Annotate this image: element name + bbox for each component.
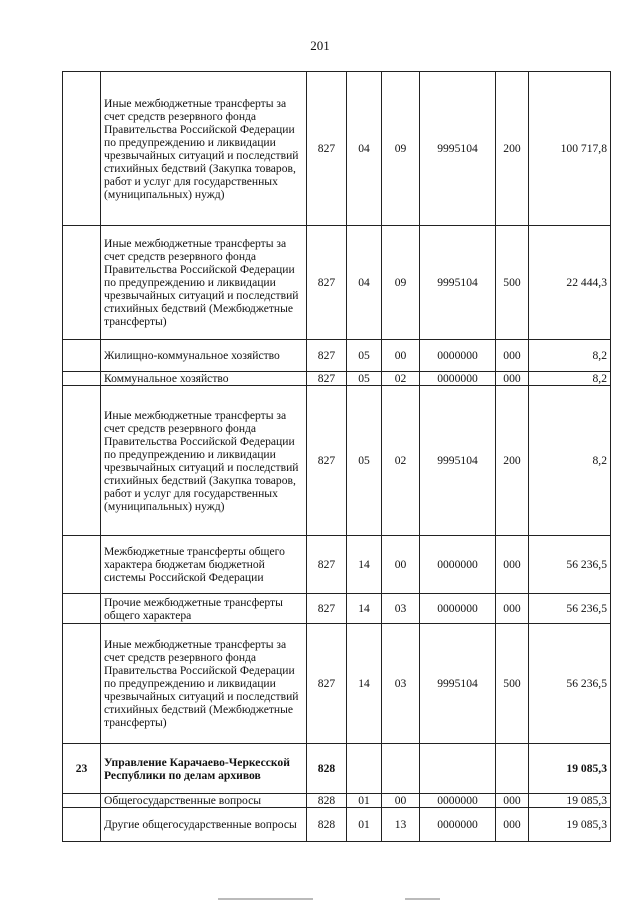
expense-type-code-cell: 000 <box>496 794 529 808</box>
subsection-code-cell: 03 <box>382 594 420 624</box>
row-index-cell <box>63 536 101 594</box>
item-name-cell: Общегосударственные вопросы <box>101 794 307 808</box>
scan-artifact <box>218 898 313 900</box>
table-row <box>63 808 611 842</box>
subsection-code-cell: 00 <box>382 340 420 372</box>
section-code-cell: 04 <box>347 72 382 226</box>
row-index-cell <box>63 72 101 226</box>
expense-type-code-cell <box>496 744 529 794</box>
section-code-cell: 04 <box>347 226 382 340</box>
budget-table <box>62 71 611 842</box>
target-article-code-cell: 0000000 <box>420 808 496 842</box>
item-name-cell: Межбюджетные трансферты общего характера бюджетам бюджетной системы Российской Федерации <box>101 536 307 594</box>
amount-cell: 22 444,3 <box>529 226 611 340</box>
grbs-code-cell: 827 <box>307 226 347 340</box>
target-article-code-cell: 0000000 <box>420 340 496 372</box>
subsection-code-cell: 00 <box>382 794 420 808</box>
section-code-cell <box>347 744 382 794</box>
row-index-cell: 23 <box>63 744 101 794</box>
grbs-code-cell: 827 <box>307 536 347 594</box>
target-article-code-cell: 0000000 <box>420 594 496 624</box>
expense-type-code-cell: 000 <box>496 372 529 386</box>
section-code-cell: 01 <box>347 808 382 842</box>
item-name-cell: Иные межбюджетные трансферты за счет средств резервного фонда Правительства Российской Федерации по предупреждению и ликвидации чрезвычайных ситуаций и последствий стихийных бедствий (Закупка товаров, работ и услуг для государственных (муниципальных) нужд) <box>101 72 307 226</box>
item-name-cell: Иные межбюджетные трансферты за счет средств резервного фонда Правительства Российской Федерации по предупреждению и ликвидации чрезвычайных ситуаций и последствий стихийных бедствий (Закупка товаров, работ и услуг для государственных (муниципальных) нужд) <box>101 386 307 536</box>
expense-type-code-cell: 000 <box>496 536 529 594</box>
target-article-code-cell: 9995104 <box>420 624 496 744</box>
target-article-code-cell: 0000000 <box>420 794 496 808</box>
subsection-code-cell: 02 <box>382 386 420 536</box>
table-row <box>63 594 611 624</box>
expense-type-code-cell: 000 <box>496 594 529 624</box>
table-row <box>63 226 611 340</box>
item-name-cell: Иные межбюджетные трансферты за счет средств резервного фонда Правительства Российской Федерации по предупреждению и ликвидации чрезвычайных ситуаций и последствий стихийных бедствий (Межбюджетные трансферты) <box>101 624 307 744</box>
expense-type-code-cell: 200 <box>496 386 529 536</box>
amount-cell: 19 085,3 <box>529 808 611 842</box>
scan-artifact <box>405 898 440 900</box>
table-row <box>63 72 611 226</box>
row-index-cell <box>63 226 101 340</box>
subsection-code-cell: 00 <box>382 536 420 594</box>
table-row <box>63 794 611 808</box>
grbs-code-cell: 827 <box>307 72 347 226</box>
item-name-cell: Управление Карачаево-Черкесской Республики по делам архивов <box>101 744 307 794</box>
expense-type-code-cell: 000 <box>496 808 529 842</box>
subsection-code-cell <box>382 744 420 794</box>
grbs-code-cell: 827 <box>307 372 347 386</box>
section-code-cell: 14 <box>347 536 382 594</box>
amount-cell: 56 236,5 <box>529 624 611 744</box>
subsection-code-cell: 13 <box>382 808 420 842</box>
grbs-code-cell: 828 <box>307 744 347 794</box>
row-index-cell <box>63 340 101 372</box>
expense-type-code-cell: 500 <box>496 624 529 744</box>
section-code-cell: 05 <box>347 372 382 386</box>
target-article-code-cell <box>420 744 496 794</box>
amount-cell: 8,2 <box>529 372 611 386</box>
amount-cell: 56 236,5 <box>529 536 611 594</box>
item-name-cell: Коммунальное хозяйство <box>101 372 307 386</box>
target-article-code-cell: 9995104 <box>420 226 496 340</box>
amount-cell: 100 717,8 <box>529 72 611 226</box>
table-row <box>63 536 611 594</box>
section-code-cell: 05 <box>347 386 382 536</box>
grbs-code-cell: 827 <box>307 624 347 744</box>
grbs-code-cell: 828 <box>307 794 347 808</box>
expense-type-code-cell: 000 <box>496 340 529 372</box>
section-code-cell: 05 <box>347 340 382 372</box>
target-article-code-cell: 0000000 <box>420 536 496 594</box>
item-name-cell: Жилищно-коммунальное хозяйство <box>101 340 307 372</box>
grbs-code-cell: 827 <box>307 340 347 372</box>
grbs-code-cell: 827 <box>307 386 347 536</box>
amount-cell: 19 085,3 <box>529 794 611 808</box>
table-row <box>63 624 611 744</box>
section-code-cell: 14 <box>347 624 382 744</box>
grbs-code-cell: 827 <box>307 594 347 624</box>
expense-type-code-cell: 200 <box>496 72 529 226</box>
row-index-cell <box>63 808 101 842</box>
expense-type-code-cell: 500 <box>496 226 529 340</box>
table-row <box>63 340 611 372</box>
target-article-code-cell: 0000000 <box>420 372 496 386</box>
subsection-code-cell: 09 <box>382 226 420 340</box>
table-row <box>63 386 611 536</box>
table-row <box>63 372 611 386</box>
page-number: 201 <box>310 38 330 53</box>
subsection-code-cell: 03 <box>382 624 420 744</box>
row-index-cell <box>63 624 101 744</box>
item-name-cell: Другие общегосударственные вопросы <box>101 808 307 842</box>
row-index-cell <box>63 386 101 536</box>
amount-cell: 8,2 <box>529 340 611 372</box>
section-code-cell: 14 <box>347 594 382 624</box>
row-index-cell <box>63 794 101 808</box>
amount-cell: 56 236,5 <box>529 594 611 624</box>
subsection-code-cell: 02 <box>382 372 420 386</box>
subsection-code-cell: 09 <box>382 72 420 226</box>
grbs-code-cell: 828 <box>307 808 347 842</box>
row-index-cell <box>63 594 101 624</box>
item-name-cell: Прочие межбюджетные трансферты общего характера <box>101 594 307 624</box>
section-code-cell: 01 <box>347 794 382 808</box>
item-name-cell: Иные межбюджетные трансферты за счет средств резервного фонда Правительства Российской Федерации по предупреждению и ликвидации чрезвычайных ситуаций и последствий стихийных бедствий (Межбюджетные трансферты) <box>101 226 307 340</box>
amount-cell: 19 085,3 <box>529 744 611 794</box>
target-article-code-cell: 9995104 <box>420 386 496 536</box>
target-article-code-cell: 9995104 <box>420 72 496 226</box>
table-row <box>63 744 611 794</box>
amount-cell: 8,2 <box>529 386 611 536</box>
row-index-cell <box>63 372 101 386</box>
